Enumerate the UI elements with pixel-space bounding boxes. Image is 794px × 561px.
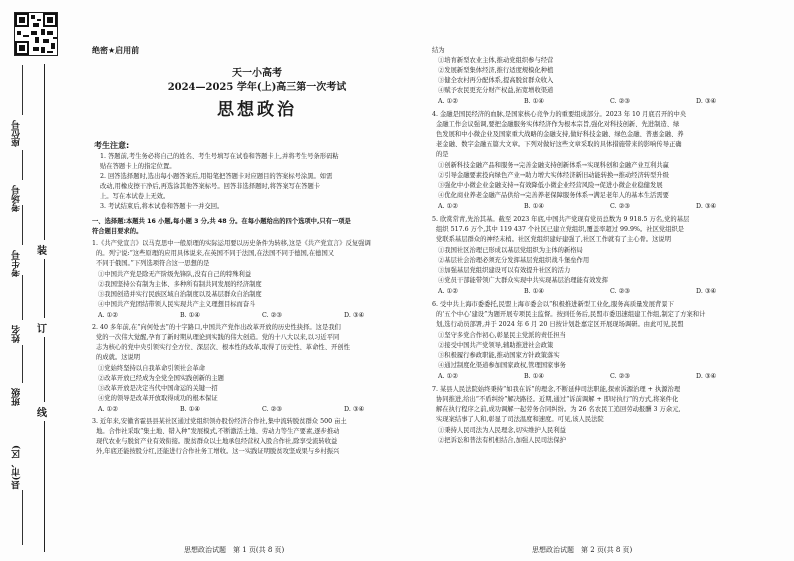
question-4-stem: 的是 (436, 151, 449, 158)
answer-option-a[interactable]: A. ①② (438, 373, 458, 380)
county-field[interactable] (22, 490, 23, 545)
name-field[interactable] (22, 275, 23, 320)
question-5-statement: ①我国社区治理已形成以基层党组织为主体的新格局 (438, 247, 583, 254)
answer-option-b[interactable]: B. ①④ (524, 98, 544, 105)
seal-char-zhuang: 装 (37, 240, 47, 259)
notice-title: 考生注意: (94, 141, 130, 150)
notice-line: 贴在答题卡上的指定位置。 (100, 163, 176, 170)
question-6-stem: 划,选行动员部署,并于 2024 年 6 月 20 日按计划赴嘉定区开展现场调研。由此可见,民盟 (436, 321, 684, 328)
question-1-answers (98, 311, 364, 320)
question-2-stem: 的成就。这说明 (96, 354, 141, 361)
question-4-answers (438, 202, 716, 211)
question-5-statement: ④党员干部能带领广大群众实现中共实现基层治理能有效发挥 (438, 277, 609, 284)
answer-option-c[interactable]: C. ②③ (262, 312, 282, 319)
question-1-statement: ①中国共产党是除无产阶级先锋队,没有自己的特殊利益 (98, 271, 252, 278)
seal-char-xian: 线 (37, 402, 47, 421)
answer-option-d[interactable]: D. ③④ (696, 288, 717, 295)
seal-char-ding: 订 (37, 318, 47, 337)
notice-line: 2. 回答选择题时,选出每小题答案后,用铅笔把答题卡对应题目的答案标号涂黑。如需 (100, 173, 333, 180)
secret-mark: 绝密★启用前 (92, 46, 140, 55)
question-6-statement: ①坚守多党合作初心,彰显民主党派的责任担当 (438, 332, 566, 339)
question-3-statement: ①培育新型农业主体,推动党组织参与经营 (438, 57, 554, 64)
question-5-statement: ②基层社会治理必须充分发挥基层党组织战斗堡垒作用 (438, 257, 590, 264)
question-4-statement: ①创新科技金融产品和服务→完善金融支持创新体系→实现科创和金融产业互利共赢 (438, 162, 669, 169)
seat-number-field[interactable] (22, 65, 23, 115)
answer-option-a[interactable]: A. ①② (438, 203, 458, 210)
answer-option-d[interactable]: D. ③④ (696, 373, 717, 380)
answer-option-a[interactable]: A. ①② (438, 98, 458, 105)
exam-title: 2024—2025 学年(上)高三第一次考试 (167, 82, 347, 93)
question-6-stem: 的‘五个中心’建设”为题开展专项民主监督。按到任务后,民盟市委迅速组建工作组,制定了方案和计 (436, 311, 706, 318)
question-5-stem: 党联系基层群众的神经末梢。社区党组织建好建强了,社区工作就有了主心骨。这说明 (436, 236, 671, 243)
question-1-stem: 1.《共产党宣言》以马克思中一般原理的实际运用要以历史条件为转移,这是《共产党宣言》反复强调 (92, 240, 371, 247)
subject-title: 思想政治 (217, 100, 297, 120)
seat-number-label: 座位号 (12, 120, 22, 147)
question-2-statement: ②改革开放已经成为全党全国实践创新的主题 (98, 375, 224, 382)
answer-option-c[interactable]: C. ②③ (610, 288, 630, 295)
question-3-statement: ③健全农村再分配体系,提高脱贫群众收入 (438, 77, 554, 84)
question-7-statement: ②把诉讼和普法有机相结合,加强人民司法保护 (438, 437, 566, 444)
page-footer-left: 思想政治试题 第 1 页(共 8 页) (184, 546, 285, 554)
question-7-statement: ①秉持人民司法为人民理念,切实维护人民利益 (438, 427, 566, 434)
seal-line (44, 64, 45, 552)
question-5-stem: 5. 欣赏常青,先治其基。截至 2023 年底,中国共产党现有党员总数为 9 918.5 万名,党的基层 (432, 216, 690, 223)
page-footer-right: 思想政治试题 第 2 页(共 8 页) (532, 546, 633, 554)
notice-line: 1. 答题前,考生务必将自己的姓名、考生号填写在试卷和答题卡上,并将考生号条形码粘 (100, 153, 339, 160)
question-3-stem: 现代农业与脱贫产业有效衔接。脱贫群众以土地承包经营权入股合作社,除享受流转收益 (96, 438, 338, 445)
question-1-statement: ③我国创造并实行民族区域自治制度以及基层群众自治制度 (98, 291, 262, 298)
answer-option-a[interactable]: A. ①② (98, 406, 118, 413)
question-2-answers (98, 405, 364, 414)
question-6-stem: 6. 受中共上海市委委托,民盟上海市委会以“积极推进新型工业化,服务高质量发展背景下 (432, 301, 674, 308)
question-3-stem: 3. 近年来,安徽省霍县县某社区通过党组织领办股份经济合作社,集中流转脱贫群众 500 亩土 (92, 418, 347, 425)
question-6-statement: ②接受中国共产党领导,辅助推进社会政策 (438, 342, 554, 349)
right-column (432, 0, 782, 561)
qr-code-icon (14, 12, 58, 56)
question-2-stem: 2. 40 多年前,在“向何处去”的十字路口,中国共产党作出改革开放的历史性抉择。这是我们 (92, 324, 341, 331)
class-label: 班级 (12, 388, 22, 406)
answer-option-a[interactable]: A. ①② (438, 288, 458, 295)
question-2-statement: ④党的领导是改革开放取得成功的根本保证 (98, 395, 218, 402)
question-5-stem: 组织 517.6 万个,其中 119 437 个社区已建立党组织,覆盖率超过 99.9%。社区党组织是 (436, 226, 685, 233)
room-number-field[interactable] (22, 150, 23, 180)
question-4-stem: 色发展和中小微企业及国家重大战略的金融支持,做好科技金融、绿色金融、普惠金融、养 (436, 131, 684, 138)
question-2-stem: 党的一次伟大觉醒,孕育了新时期从理论到实践的伟大创造。党的十八大以来,以习近平同 (96, 334, 340, 341)
answer-option-d[interactable]: D. ③④ (344, 406, 365, 413)
question-3-statement: ②发展新型集体经济,推行适度规模化种植 (438, 67, 554, 74)
binding-strip (0, 0, 88, 561)
answer-option-c[interactable]: C. ②③ (610, 203, 630, 210)
answer-option-b[interactable]: B. ①④ (180, 312, 200, 319)
question-1-statement: ④中国共产党团结带领人民实现共产主义理想目标而奋斗 (98, 301, 256, 308)
question-6-answers (438, 372, 716, 381)
notice-line: 3. 考试结束后,将本试卷和答题卡一并交回。 (100, 203, 224, 210)
question-3-stem-cont: 结为 (432, 47, 445, 54)
question-4-statement: ③强化中小微企业金融支持→有效降低小微企业经营风险→促进小微企业稳健发展 (438, 182, 663, 189)
answer-option-b[interactable]: B. ①④ (180, 406, 200, 413)
exam-organizer: 天一小高考 (232, 68, 282, 79)
question-1-stem: 不同于俄国。”下列选项符合这一思想的是 (96, 260, 210, 267)
county-label: 县(市、区) (12, 445, 22, 490)
room-number-label: 考场号 (12, 185, 22, 212)
question-3-answers (438, 97, 716, 106)
question-4-statement: ②引导金融要素投向绿色产业→助力增大实体经济新旧动能转换→推动经济转型升级 (438, 172, 669, 179)
answer-option-b[interactable]: B. ①④ (524, 288, 544, 295)
answer-option-c[interactable]: C. ②③ (262, 406, 282, 413)
question-3-stem: 地。合作社采取“集土地、错入种”发展模式,不断激活土地、劳动力等生产要素,逐步推动 (96, 428, 340, 435)
left-column (92, 0, 422, 561)
question-7-stem: 解在执行程序之前,成功调解一起劳务合同纠纷。为 26 名农民工追回劳动报酬 3 万余元, (436, 406, 681, 413)
question-4-stem: 老金融、数字金融五篇大文章。下列对做好这些文章采取的具体措施带来的影响传导正确 (436, 141, 682, 148)
answer-option-c[interactable]: C. ②③ (610, 373, 630, 380)
question-1-statement: ②我国坚持公有制为主体、多种所有制共同发展的经济制度 (98, 281, 262, 288)
question-1-stem: 的。列宁说:“这些原理的应用具体说来,在英国不同于法国,在法国不同于德国,在德国又 (96, 250, 335, 257)
answer-option-d[interactable]: D. ③④ (344, 312, 365, 319)
answer-option-d[interactable]: D. ③④ (696, 203, 717, 210)
question-7-stem: 7. 某县人民法院始终秉持“如我在诉”的理念,不断延伸司法职能,探索诉源治理 + 执源治理 (432, 386, 681, 393)
question-3-statement: ④赋予农民更充分财产权益,拓宽增收渠道 (438, 87, 554, 94)
answer-option-b[interactable]: B. ①④ (524, 373, 544, 380)
notice-line: 改动,用橡皮擦干净后,再选涂其他答案标号。回答非选择题时,将答案写在答题卡 (100, 183, 321, 190)
answer-option-c[interactable]: C. ②③ (610, 98, 630, 105)
question-4-statement: ④优化商业养老金融产品供给→完善养老保障服务体系→满足老年人的基本生活需要 (438, 192, 669, 199)
question-4-stem: 4. 金融是国民经济的血脉,是国家核心竞争力的重要组成部分。2023 年 10 月底召开的中央 (432, 111, 687, 118)
question-6-statement: ③积极履行参政职能,推动国家方针政策落实 (438, 352, 560, 359)
question-4-stem: 金融工作会议强调,要把金融服务实体经济作为根本宗旨,强化对科技创新、先进制造、绿 (436, 121, 680, 128)
answer-option-d[interactable]: D. ③④ (696, 98, 717, 105)
class-field[interactable] (22, 345, 23, 383)
student-id-label: 考生号 (12, 250, 22, 277)
question-5-answers (438, 287, 716, 296)
student-id-field[interactable] (22, 205, 23, 245)
name-label: 姓名 (12, 325, 22, 343)
question-3-stem: 外,年底还能按股分红,还能进行合作社务工增收。这一实践证明脱贫攻坚成果与乡村振兴 (96, 448, 340, 455)
answer-option-b[interactable]: B. ①④ (524, 203, 544, 210)
answer-option-a[interactable]: A. ①② (98, 312, 118, 319)
question-7-stem: 实现案结事了人和,彰显了司法温度和速度。可见,该人民法院 (436, 416, 604, 423)
question-7-stem: 协同推进,给出“不盾纠纷”解决路径。近期,通过“诉前调解 + 即时执行”的方式,将案件化 (436, 396, 679, 403)
section-instruction: 一、选择题:本题共 16 小题,每小题 3 分,共 48 分。在每小题给出的四个选项中,只有一项是 (92, 218, 351, 225)
notice-line: 上。写在本试卷上无效。 (100, 193, 170, 200)
question-6-statement: ④通过制度化渠道参加国家政权,管理国家事务 (438, 362, 566, 369)
section-instruction: 符合题目要求的。 (92, 228, 143, 235)
question-2-stem: 志为核心的党中央引领实行全方位、深层次、根本性的改革,取得了历史性、革命性、开创性 (96, 344, 350, 351)
question-2-statement: ①党始终坚持以自我革命引领社会革命 (98, 365, 206, 372)
question-2-statement: ③改革开放是决定当代中国命运的关键一招 (98, 385, 218, 392)
question-5-statement: ③加强基层党组织建设可以有效提升社区的活力 (438, 267, 571, 274)
